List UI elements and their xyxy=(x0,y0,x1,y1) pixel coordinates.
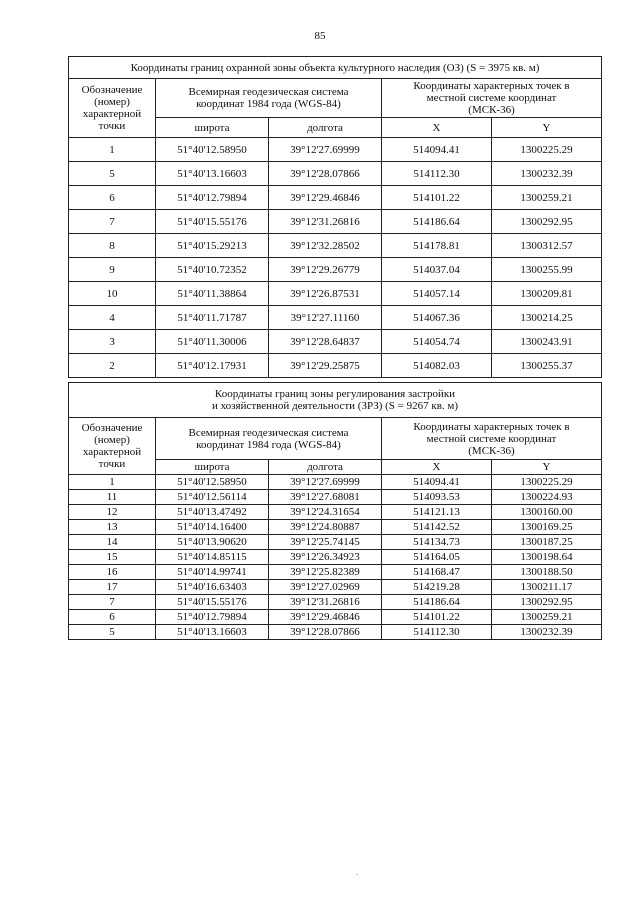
table-row xyxy=(69,610,602,625)
y-coordinate-cell: 1300214.25 xyxy=(492,306,602,330)
point-number-cell: 7 xyxy=(69,210,156,234)
longitude-cell: 39°12'27.11160 xyxy=(269,306,382,330)
longitude-cell: 39°12'25.82389 xyxy=(269,565,382,580)
col-header-msk36-line: (МСК-36) xyxy=(468,444,515,457)
y-coordinate-cell: 1300211.17 xyxy=(492,580,602,595)
point-number-cell: 8 xyxy=(69,234,156,258)
col-header-point-line: точки xyxy=(98,120,126,132)
longitude-cell: 39°12'27.69999 xyxy=(269,475,382,490)
point-number-cell: 17 xyxy=(69,580,156,595)
subheader-longitude: долгота xyxy=(269,118,382,138)
longitude-cell: 39°12'28.07866 xyxy=(269,625,382,640)
point-number-cell: 3 xyxy=(69,330,156,354)
point-number-cell: 4 xyxy=(69,306,156,330)
table-row xyxy=(69,282,602,306)
table-header-row xyxy=(69,418,602,460)
latitude-cell: 51°40'12.79894 xyxy=(156,610,269,625)
x-coordinate-cell: 514178.81 xyxy=(382,234,492,258)
longitude-cell: 39°12'29.26779 xyxy=(269,258,382,282)
x-coordinate-cell: 514121.13 xyxy=(382,505,492,520)
col-header-msk36 xyxy=(382,418,602,460)
x-coordinate-cell: 514082.03 xyxy=(382,354,492,378)
latitude-cell: 51°40'12.58950 xyxy=(156,138,269,162)
table-header-row xyxy=(69,79,602,118)
latitude-cell: 51°40'11.71787 xyxy=(156,306,269,330)
col-header-point-line: (номер) xyxy=(94,434,130,446)
subheader-y: Y xyxy=(492,118,602,138)
y-coordinate-cell: 1300225.29 xyxy=(492,475,602,490)
y-coordinate-cell: 1300255.99 xyxy=(492,258,602,282)
table-row xyxy=(69,505,602,520)
longitude-cell: 39°12'27.68081 xyxy=(269,490,382,505)
regulation-zone-title-line: и хозяйственной деятельности (ЗРЗ) (S = 9267 кв. м) xyxy=(211,400,459,412)
point-number-cell: 16 xyxy=(69,565,156,580)
longitude-cell: 39°12'24.80887 xyxy=(269,520,382,535)
table-row xyxy=(69,138,602,162)
x-coordinate-cell: 514112.30 xyxy=(382,625,492,640)
latitude-cell: 51°40'15.55176 xyxy=(156,595,269,610)
longitude-cell: 39°12'27.02969 xyxy=(269,580,382,595)
page-number: 85 xyxy=(314,30,326,42)
protection-zone-title: Координаты границ охранной зоны объекта культурного наследия (ОЗ) (S = 3975 кв. м) xyxy=(69,57,602,79)
latitude-cell: 51°40'14.85115 xyxy=(156,550,269,565)
latitude-cell: 51°40'11.38864 xyxy=(156,282,269,306)
x-coordinate-cell: 514067.36 xyxy=(382,306,492,330)
point-number-cell: 7 xyxy=(69,595,156,610)
latitude-cell: 51°40'12.56114 xyxy=(156,490,269,505)
point-number-cell: 12 xyxy=(69,505,156,520)
y-coordinate-cell: 1300292.95 xyxy=(492,210,602,234)
table-row xyxy=(69,520,602,535)
table-row xyxy=(69,330,602,354)
col-header-wgs84-line: Всемирная геодезическая система xyxy=(188,86,349,98)
latitude-cell: 51°40'11.30006 xyxy=(156,330,269,354)
point-number-cell: 14 xyxy=(69,535,156,550)
longitude-cell: 39°12'24.31654 xyxy=(269,505,382,520)
latitude-cell: 51°40'16.63403 xyxy=(156,580,269,595)
y-coordinate-cell: 1300255.37 xyxy=(492,354,602,378)
col-header-msk36 xyxy=(382,79,602,118)
col-header-wgs84-line: Всемирная геодезическая система xyxy=(188,426,349,439)
table-row xyxy=(69,306,602,330)
y-coordinate-cell: 1300187.25 xyxy=(492,535,602,550)
latitude-cell: 51°40'13.47492 xyxy=(156,505,269,520)
y-coordinate-cell: 1300312.57 xyxy=(492,234,602,258)
point-number-cell: 2 xyxy=(69,354,156,378)
col-header-point-line: характерной xyxy=(82,446,142,458)
table-row xyxy=(69,625,602,640)
latitude-cell: 51°40'13.90620 xyxy=(156,535,269,550)
x-coordinate-cell: 514093.53 xyxy=(382,490,492,505)
y-coordinate-cell: 1300292.95 xyxy=(492,595,602,610)
table-row xyxy=(69,490,602,505)
point-number-cell: 5 xyxy=(69,625,156,640)
subheader-x: X xyxy=(382,118,492,138)
col-header-msk36-line: местной системе координат xyxy=(426,92,557,104)
table-row xyxy=(69,210,602,234)
x-coordinate-cell: 514094.41 xyxy=(382,138,492,162)
table-row xyxy=(69,162,602,186)
table-title-row xyxy=(69,383,602,418)
col-header-msk36-line: Координаты характерных точек в xyxy=(413,420,570,433)
point-number-cell: 13 xyxy=(69,520,156,535)
x-coordinate-cell: 514094.41 xyxy=(382,475,492,490)
col-header-msk36-line: местной системе координат xyxy=(426,432,557,445)
col-header-point-line: Обозначение xyxy=(81,84,143,96)
col-header-point xyxy=(69,79,156,138)
x-coordinate-cell: 514164.05 xyxy=(382,550,492,565)
y-coordinate-cell: 1300232.39 xyxy=(492,162,602,186)
table-row xyxy=(69,595,602,610)
col-header-point-line: Обозначение xyxy=(81,422,143,434)
x-coordinate-cell: 514219.28 xyxy=(382,580,492,595)
longitude-cell: 39°12'28.07866 xyxy=(269,162,382,186)
regulation-zone-table-body xyxy=(69,383,602,640)
point-number-cell: 15 xyxy=(69,550,156,565)
col-header-point-line: (номер) xyxy=(94,96,130,108)
y-coordinate-cell: 1300169.25 xyxy=(492,520,602,535)
latitude-cell: 51°40'10.72352 xyxy=(156,258,269,282)
latitude-cell: 51°40'12.17931 xyxy=(156,354,269,378)
x-coordinate-cell: 514168.47 xyxy=(382,565,492,580)
longitude-cell: 39°12'29.46846 xyxy=(269,610,382,625)
latitude-cell: 51°40'13.16603 xyxy=(156,625,269,640)
y-coordinate-cell: 1300198.64 xyxy=(492,550,602,565)
longitude-cell: 39°12'31.26816 xyxy=(269,210,382,234)
point-number-cell: 11 xyxy=(69,490,156,505)
subheader-longitude: долгота xyxy=(269,460,382,475)
latitude-cell: 51°40'12.79894 xyxy=(156,186,269,210)
table-row xyxy=(69,475,602,490)
col-header-wgs84-line: координат 1984 года (WGS-84) xyxy=(196,98,341,110)
x-coordinate-cell: 514101.22 xyxy=(382,610,492,625)
footer-mark: . xyxy=(356,868,358,877)
longitude-cell: 39°12'26.34923 xyxy=(269,550,382,565)
table-row xyxy=(69,186,602,210)
x-coordinate-cell: 514142.52 xyxy=(382,520,492,535)
y-coordinate-cell: 1300259.21 xyxy=(492,610,602,625)
y-coordinate-cell: 1300188.50 xyxy=(492,565,602,580)
latitude-cell: 51°40'15.55176 xyxy=(156,210,269,234)
longitude-cell: 39°12'32.28502 xyxy=(269,234,382,258)
x-coordinate-cell: 514186.64 xyxy=(382,595,492,610)
y-coordinate-cell: 1300209.81 xyxy=(492,282,602,306)
col-header-point-line: точки xyxy=(98,458,126,470)
table-row xyxy=(69,565,602,580)
col-header-msk36-line: Координаты характерных точек в xyxy=(413,80,570,92)
table-row xyxy=(69,234,602,258)
col-header-wgs84 xyxy=(156,79,382,118)
latitude-cell: 51°40'12.58950 xyxy=(156,475,269,490)
col-header-msk36-line: (МСК-36) xyxy=(468,104,515,116)
longitude-cell: 39°12'27.69999 xyxy=(269,138,382,162)
x-coordinate-cell: 514186.64 xyxy=(382,210,492,234)
col-header-wgs84 xyxy=(156,418,382,460)
table-row xyxy=(69,535,602,550)
y-coordinate-cell: 1300232.39 xyxy=(492,625,602,640)
regulation-zone-table xyxy=(68,382,602,640)
subheader-latitude: широта xyxy=(156,118,269,138)
y-coordinate-cell: 1300224.93 xyxy=(492,490,602,505)
y-coordinate-cell: 1300259.21 xyxy=(492,186,602,210)
col-header-wgs84-line: координат 1984 года (WGS-84) xyxy=(196,438,341,451)
latitude-cell: 51°40'14.99741 xyxy=(156,565,269,580)
protection-zone-table xyxy=(68,56,602,378)
point-number-cell: 10 xyxy=(69,282,156,306)
x-coordinate-cell: 514101.22 xyxy=(382,186,492,210)
col-header-point xyxy=(69,418,156,475)
latitude-cell: 51°40'14.16400 xyxy=(156,520,269,535)
point-number-cell: 1 xyxy=(69,138,156,162)
longitude-cell: 39°12'29.25875 xyxy=(269,354,382,378)
subheader-latitude: широта xyxy=(156,460,269,475)
y-coordinate-cell: 1300243.91 xyxy=(492,330,602,354)
point-number-cell: 9 xyxy=(69,258,156,282)
table-row xyxy=(69,354,602,378)
x-coordinate-cell: 514037.04 xyxy=(382,258,492,282)
table-row xyxy=(69,580,602,595)
latitude-cell: 51°40'13.16603 xyxy=(156,162,269,186)
y-coordinate-cell: 1300225.29 xyxy=(492,138,602,162)
x-coordinate-cell: 514112.30 xyxy=(382,162,492,186)
subheader-y: Y xyxy=(492,460,602,475)
point-number-cell: 1 xyxy=(69,475,156,490)
point-number-cell: 6 xyxy=(69,610,156,625)
latitude-cell: 51°40'15.29213 xyxy=(156,234,269,258)
point-number-cell: 6 xyxy=(69,186,156,210)
regulation-zone-title-line: Координаты границ зоны регулирования застройки xyxy=(214,388,456,400)
point-number-cell: 5 xyxy=(69,162,156,186)
longitude-cell: 39°12'31.26816 xyxy=(269,595,382,610)
longitude-cell: 39°12'26.87531 xyxy=(269,282,382,306)
protection-zone-table-body xyxy=(69,57,602,378)
col-header-point-line: характерной xyxy=(82,108,142,120)
x-coordinate-cell: 514057.14 xyxy=(382,282,492,306)
x-coordinate-cell: 514054.74 xyxy=(382,330,492,354)
regulation-zone-title xyxy=(69,383,602,418)
longitude-cell: 39°12'28.64837 xyxy=(269,330,382,354)
longitude-cell: 39°12'29.46846 xyxy=(269,186,382,210)
subheader-x: X xyxy=(382,460,492,475)
table-row xyxy=(69,550,602,565)
table-row xyxy=(69,258,602,282)
x-coordinate-cell: 514134.73 xyxy=(382,535,492,550)
longitude-cell: 39°12'25.74145 xyxy=(269,535,382,550)
table-title-row xyxy=(69,57,602,79)
y-coordinate-cell: 1300160.00 xyxy=(492,505,602,520)
